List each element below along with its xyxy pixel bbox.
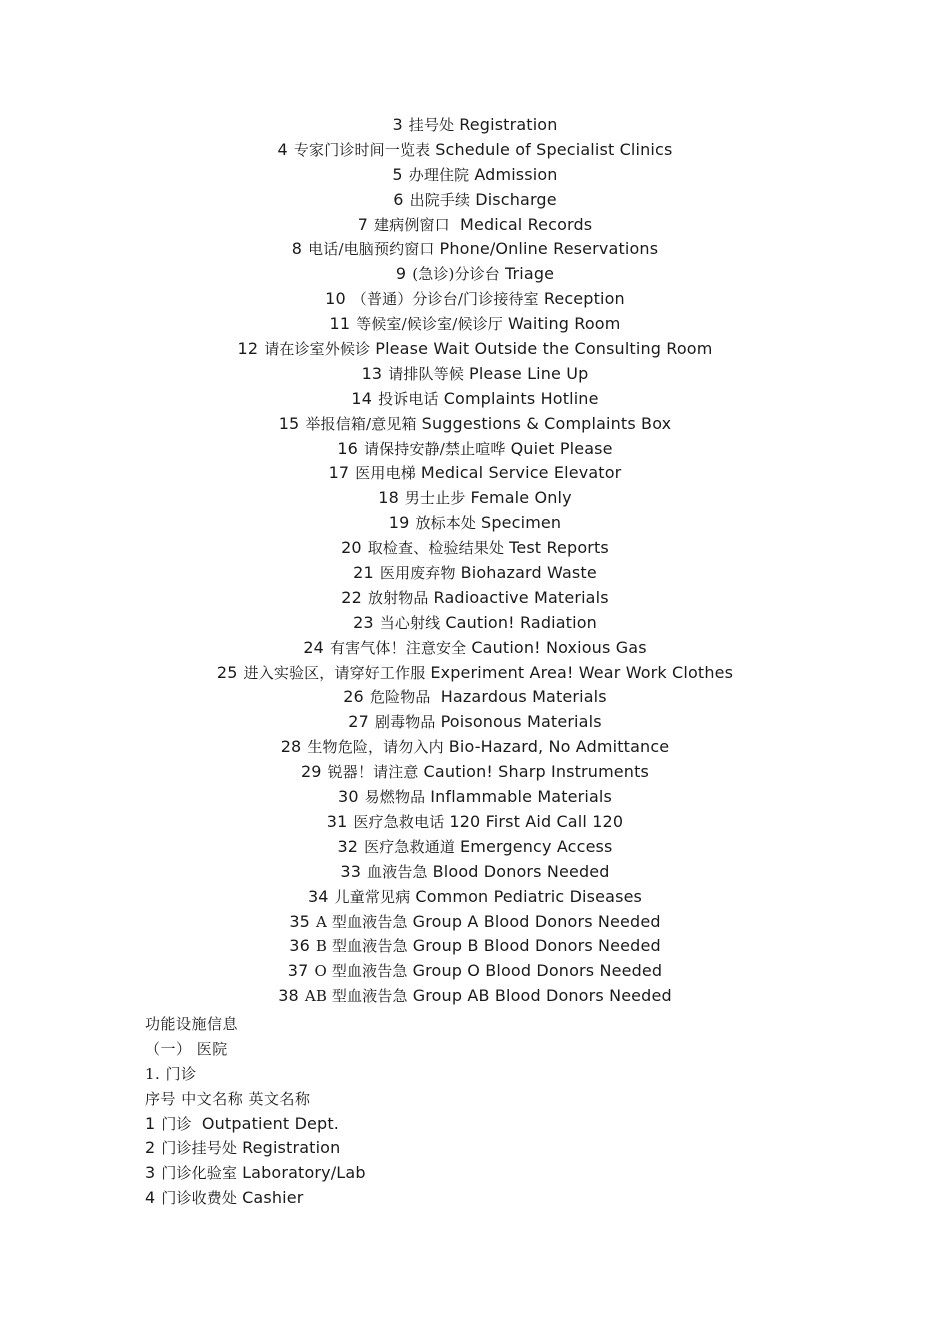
- list-item: [0, 163, 950, 188]
- item-chinese-name: 举报信箱/意见箱: [305, 414, 417, 433]
- list-item: [0, 710, 950, 735]
- item-number: 28: [280, 737, 302, 757]
- list-item: [0, 561, 950, 586]
- table-row: [145, 1186, 845, 1211]
- list-item: [0, 586, 950, 611]
- item-number: 30: [337, 787, 359, 807]
- item-english-name: Suggestions & Complaints Box: [421, 413, 672, 433]
- item-number: 4: [277, 139, 288, 159]
- item-number: 34: [307, 886, 329, 906]
- item-number: 17: [328, 463, 350, 483]
- signage-list: [0, 113, 950, 1009]
- item-number: 32: [337, 836, 359, 856]
- item-english-name: Triage: [504, 264, 555, 284]
- item-number: 3: [392, 115, 403, 134]
- item-english-name: Female Only: [470, 488, 572, 508]
- item-chinese-name: O 型血液告急: [314, 962, 408, 981]
- item-chinese-name: B 型血液告急: [315, 937, 408, 956]
- item-english-name: Please Wait Outside the Consulting Room: [375, 339, 713, 359]
- item-english-name: Group AB Blood Donors Needed: [412, 986, 672, 1006]
- item-english-name: 120 First Aid Call 120: [449, 811, 624, 831]
- item-chinese-name: 儿童常见病: [334, 887, 411, 906]
- item-number: 3: [145, 1163, 156, 1183]
- item-english-name: Caution! Sharp Instruments: [423, 762, 650, 782]
- item-chinese-name: 医疗急救电话: [353, 812, 445, 831]
- list-item: [0, 785, 950, 810]
- item-number: 21: [353, 563, 374, 583]
- item-number: 19: [388, 513, 410, 533]
- item-number: 16: [337, 438, 358, 458]
- item-english-name: Blood Donors Needed: [432, 861, 610, 881]
- item-chinese-name: 锐器！请注意: [327, 763, 419, 782]
- item-chinese-name: 门诊: [161, 1114, 192, 1133]
- item-number: 9: [395, 264, 407, 284]
- list-item: [0, 760, 950, 785]
- item-english-name: Radioactive Materials: [433, 587, 609, 607]
- item-chinese-name: 请保持安静/禁止喧哗: [364, 439, 506, 458]
- item-english-name: Common Pediatric Diseases: [415, 886, 643, 906]
- item-chinese-name: 专家门诊时间一览表: [293, 140, 431, 159]
- item-english-name: Cashier: [242, 1188, 304, 1208]
- list-item: [0, 685, 950, 710]
- item-english-name: Medical Service Elevator: [420, 463, 622, 483]
- list-item: [0, 312, 950, 337]
- list-item: [0, 138, 950, 163]
- item-number: 24: [303, 637, 324, 657]
- list-item: [0, 262, 950, 287]
- item-english-name: Inflammable Materials: [430, 787, 613, 807]
- item-english-name: Caution! Noxious Gas: [471, 637, 647, 657]
- item-number: 31: [326, 811, 348, 831]
- item-number: 6: [393, 189, 404, 209]
- list-item: [0, 860, 950, 885]
- item-chinese-name: 易燃物品: [364, 788, 426, 807]
- list-item: [0, 636, 950, 661]
- item-number: 4: [145, 1188, 156, 1208]
- list-item: [0, 188, 950, 213]
- item-number: 37: [287, 961, 309, 981]
- item-english-name: Registration: [459, 115, 558, 134]
- item-english-name: Admission: [474, 164, 558, 184]
- item-number: 15: [278, 413, 300, 433]
- item-number: 27: [348, 712, 369, 732]
- list-item: [0, 237, 950, 262]
- list-item: [0, 437, 950, 462]
- item-chinese-name: 进入实验区，请穿好工作服: [243, 663, 426, 682]
- item-number: 12: [237, 339, 259, 359]
- item-number: 36: [289, 936, 310, 956]
- item-chinese-name: 生物危险，请勿入内: [307, 738, 444, 757]
- item-number: 14: [351, 388, 373, 408]
- list-item: [0, 835, 950, 860]
- item-chinese-name: 建病例窗口: [374, 215, 450, 234]
- item-chinese-name: 办理住院: [408, 165, 470, 184]
- table-row: [145, 1161, 845, 1186]
- item-english-name: Reception: [543, 289, 625, 309]
- list-item: [0, 661, 950, 686]
- list-item: [0, 536, 950, 561]
- facility-info-section: [145, 1012, 845, 1211]
- item-number: 13: [361, 363, 383, 383]
- item-english-name: Test Reports: [509, 538, 609, 558]
- list-item: [0, 113, 950, 138]
- subsection-heading: 1. 门诊: [145, 1064, 197, 1083]
- item-chinese-name: A 型血液告急: [316, 912, 408, 931]
- item-number: 11: [329, 314, 351, 334]
- list-item: [0, 984, 950, 1009]
- item-english-name: Hazardous Materials: [435, 687, 607, 707]
- item-chinese-name: 请排队等候: [388, 364, 465, 383]
- item-number: 29: [300, 762, 322, 782]
- item-number: 35: [289, 911, 311, 931]
- item-chinese-name: 放标本处: [415, 514, 477, 533]
- list-item: [0, 287, 950, 312]
- item-chinese-name: 取检查、检验结果处: [367, 539, 505, 558]
- list-item: [0, 337, 950, 362]
- list-item: [0, 362, 950, 387]
- item-english-name: Experiment Area! Wear Work Clothes: [430, 662, 734, 682]
- item-english-name: Registration: [242, 1138, 341, 1158]
- item-number: 26: [343, 687, 364, 707]
- section-subtitle: （一） 医院: [145, 1039, 228, 1058]
- item-english-name: Group B Blood Donors Needed: [412, 936, 661, 956]
- item-english-name: Medical Records: [454, 214, 593, 234]
- item-chinese-name: 等候室/候诊室/候诊厅: [356, 315, 503, 334]
- item-english-name: Emergency Access: [460, 836, 613, 856]
- table-row: [145, 1112, 845, 1137]
- item-chinese-name: 出院手续: [409, 190, 471, 209]
- item-number: 7: [357, 214, 369, 234]
- item-chinese-name: 请在诊室外候诊: [264, 340, 371, 359]
- table-row: [145, 1136, 845, 1161]
- item-english-name: Quiet Please: [510, 438, 613, 458]
- item-english-name: Complaints Hotline: [443, 388, 599, 408]
- list-item: [0, 810, 950, 835]
- item-english-name: Discharge: [475, 189, 557, 209]
- item-english-name: Laboratory/Lab: [242, 1163, 366, 1183]
- item-chinese-name: 门诊化验室: [161, 1164, 238, 1183]
- item-number: 38: [278, 986, 299, 1006]
- item-number: 25: [216, 662, 238, 682]
- item-number: 5: [392, 164, 403, 184]
- list-item: [0, 959, 950, 984]
- list-item: [0, 735, 950, 760]
- list-item: [0, 412, 950, 437]
- item-chinese-name: 门诊挂号处: [161, 1139, 238, 1158]
- item-chinese-name: (急诊)分诊台: [412, 265, 500, 284]
- item-chinese-name: 当心射线: [379, 613, 441, 632]
- item-chinese-name: 放射物品: [367, 588, 429, 607]
- item-english-name: Group O Blood Donors Needed: [412, 961, 663, 981]
- item-number: 2: [145, 1138, 156, 1158]
- item-chinese-name: 门诊收费处: [161, 1189, 238, 1208]
- list-item: [0, 934, 950, 959]
- item-number: 23: [353, 612, 374, 632]
- item-number: 33: [340, 861, 362, 881]
- item-number: 1: [145, 1113, 156, 1133]
- item-number: 20: [341, 538, 362, 558]
- item-english-name: Caution! Radiation: [445, 612, 597, 632]
- item-chinese-name: 投诉电话: [378, 389, 439, 408]
- item-english-name: Waiting Room: [507, 314, 621, 334]
- item-english-name: Group A Blood Donors Needed: [412, 911, 661, 931]
- list-item: [0, 461, 950, 486]
- item-chinese-name: （普通）分诊台/门诊接待室: [351, 290, 539, 309]
- item-english-name: Poisonous Materials: [440, 712, 602, 732]
- list-item: [0, 213, 950, 238]
- item-english-name: Outpatient Dept.: [196, 1113, 340, 1133]
- item-english-name: Bio-Hazard, No Admittance: [448, 737, 670, 757]
- item-chinese-name: 医用电梯: [355, 464, 416, 483]
- list-item: [0, 885, 950, 910]
- item-number: 8: [291, 239, 303, 259]
- list-item: [0, 511, 950, 536]
- item-chinese-name: 电话/电脑预约窗口: [308, 240, 435, 259]
- item-chinese-name: 血液告急: [367, 862, 428, 881]
- list-item: [0, 486, 950, 511]
- item-chinese-name: 医疗急救通道: [364, 837, 456, 856]
- item-chinese-name: 医用废弃物: [379, 564, 456, 583]
- list-item: [0, 611, 950, 636]
- outpatient-list: [145, 1112, 845, 1212]
- item-chinese-name: AB 型血液告急: [304, 987, 408, 1006]
- item-chinese-name: 挂号处: [408, 116, 455, 134]
- item-english-name: Biohazard Waste: [460, 563, 597, 583]
- item-english-name: Specimen: [481, 513, 562, 533]
- item-chinese-name: 有害气体！注意安全: [329, 638, 467, 657]
- section-title: 功能设施信息: [145, 1015, 239, 1033]
- item-english-name: Phone/Online Reservations: [439, 239, 659, 259]
- item-chinese-name: 男士止步: [404, 489, 466, 508]
- list-item: [0, 910, 950, 935]
- list-item: [0, 387, 950, 412]
- item-chinese-name: 危险物品: [369, 688, 431, 707]
- item-number: 22: [341, 587, 362, 607]
- item-chinese-name: 剧毒物品: [374, 713, 436, 732]
- table-header: 序号 中文名称 英文名称: [145, 1089, 311, 1108]
- item-english-name: Please Line Up: [469, 363, 589, 383]
- item-number: 10: [325, 289, 346, 309]
- item-number: 18: [378, 488, 399, 508]
- item-english-name: Schedule of Specialist Clinics: [435, 139, 673, 159]
